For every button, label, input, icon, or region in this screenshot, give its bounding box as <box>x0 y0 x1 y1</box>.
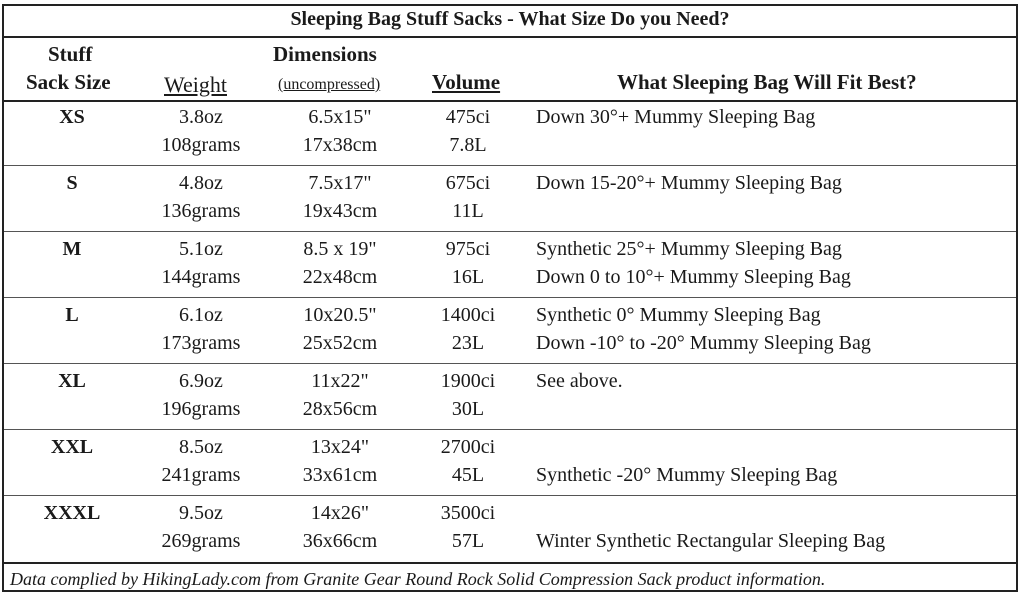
weight-oz: 8.5oz <box>179 436 223 458</box>
dimensions-inches: 14x26" <box>310 502 370 524</box>
volume-liters: 23L <box>451 332 485 354</box>
volume-ci: 3500ci <box>440 502 496 524</box>
dimensions-inches: 10x20.5" <box>303 304 377 326</box>
fit-line-1: Synthetic 25°+ Mummy Sleeping Bag <box>536 238 842 260</box>
weight-grams: 241grams <box>161 464 241 486</box>
weight-grams: 173grams <box>161 332 241 354</box>
weight-grams: 108grams <box>161 134 241 156</box>
weight-oz: 3.8oz <box>179 106 223 128</box>
volume-ci: 1900ci <box>440 370 496 392</box>
header-volume <box>432 70 500 95</box>
header-dimensions: Dimensions <box>273 42 377 66</box>
header-volume-text: Volume <box>432 70 501 94</box>
weight-oz: 4.8oz <box>179 172 223 194</box>
fit-line-2: Winter Synthetic Rectangular Sleeping Bag <box>536 530 886 552</box>
volume-liters: 57L <box>451 530 485 552</box>
dimensions-inches: 13x24" <box>310 436 370 458</box>
volume-liters: 7.8L <box>449 134 487 156</box>
fit-line-2: Down 0 to 10°+ Mummy Sleeping Bag <box>536 266 851 288</box>
dimensions-cm: 19x43cm <box>302 200 378 222</box>
dimensions-cm: 17x38cm <box>302 134 378 156</box>
size-label: XXXL <box>43 502 101 524</box>
volume-ci: 2700ci <box>440 436 496 458</box>
fit-line-1: Down 30°+ Mummy Sleeping Bag <box>536 106 816 128</box>
weight-grams: 144grams <box>161 266 241 288</box>
volume-liters: 16L <box>451 266 485 288</box>
dimensions-cm: 28x56cm <box>302 398 378 420</box>
size-table <box>2 4 1018 592</box>
header-dimensions-sub: (uncompressed) <box>278 76 381 93</box>
title-divider <box>4 36 1016 38</box>
volume-liters: 45L <box>451 464 485 486</box>
header-weight <box>164 72 227 98</box>
dimensions-inches: 11x22" <box>311 370 369 392</box>
volume-ci: 975ci <box>445 238 491 260</box>
fit-line-1: Down 15-20°+ Mummy Sleeping Bag <box>536 172 842 194</box>
footer-divider <box>4 562 1016 564</box>
volume-ci: 475ci <box>445 106 491 128</box>
weight-oz: 6.9oz <box>179 370 223 392</box>
weight-oz: 9.5oz <box>179 502 223 524</box>
row-divider <box>4 231 1016 232</box>
row-divider <box>4 429 1016 430</box>
header-size-line2: Sack Size <box>26 70 111 94</box>
header-weight-text: Weight <box>164 72 227 97</box>
size-label: XL <box>58 370 86 392</box>
dimensions-cm: 25x52cm <box>302 332 378 354</box>
footer-note: Data complied by HikingLady.com from Granite Gear Round Rock Solid Compression Sack product information. <box>10 569 826 589</box>
dimensions-cm: 22x48cm <box>302 266 378 288</box>
dimensions-inches: 6.5x15" <box>308 106 372 128</box>
header-fit: What Sleeping Bag Will Fit Best? <box>617 70 917 94</box>
row-divider <box>4 363 1016 364</box>
weight-oz: 6.1oz <box>179 304 223 326</box>
row-divider <box>4 495 1016 496</box>
volume-ci: 1400ci <box>440 304 496 326</box>
size-label: L <box>65 304 79 326</box>
row-divider <box>4 165 1016 166</box>
weight-grams: 269grams <box>161 530 241 552</box>
weight-oz: 5.1oz <box>179 238 223 260</box>
volume-ci: 675ci <box>445 172 491 194</box>
size-label: S <box>66 172 78 194</box>
row-divider <box>4 297 1016 298</box>
fit-line-2: Synthetic -20° Mummy Sleeping Bag <box>536 464 838 486</box>
fit-line-1: See above. <box>536 370 623 392</box>
dimensions-inches: 7.5x17" <box>308 172 372 194</box>
dimensions-cm: 36x66cm <box>302 530 378 552</box>
size-label: XS <box>59 106 85 128</box>
dimensions-inches: 8.5 x 19" <box>303 238 377 260</box>
weight-grams: 136grams <box>161 200 241 222</box>
fit-line-2: Down -10° to -20° Mummy Sleeping Bag <box>536 332 871 354</box>
weight-grams: 196grams <box>161 398 241 420</box>
size-label: XXL <box>50 436 94 458</box>
header-size-line1: Stuff <box>48 42 93 66</box>
fit-line-1: Synthetic 0° Mummy Sleeping Bag <box>536 304 821 326</box>
header-divider <box>4 100 1016 102</box>
table-title: Sleeping Bag Stuff Sacks - What Size Do you Need? <box>290 8 730 30</box>
volume-liters: 11L <box>452 200 484 222</box>
size-label: M <box>62 238 82 260</box>
volume-liters: 30L <box>451 398 485 420</box>
dimensions-cm: 33x61cm <box>302 464 378 486</box>
